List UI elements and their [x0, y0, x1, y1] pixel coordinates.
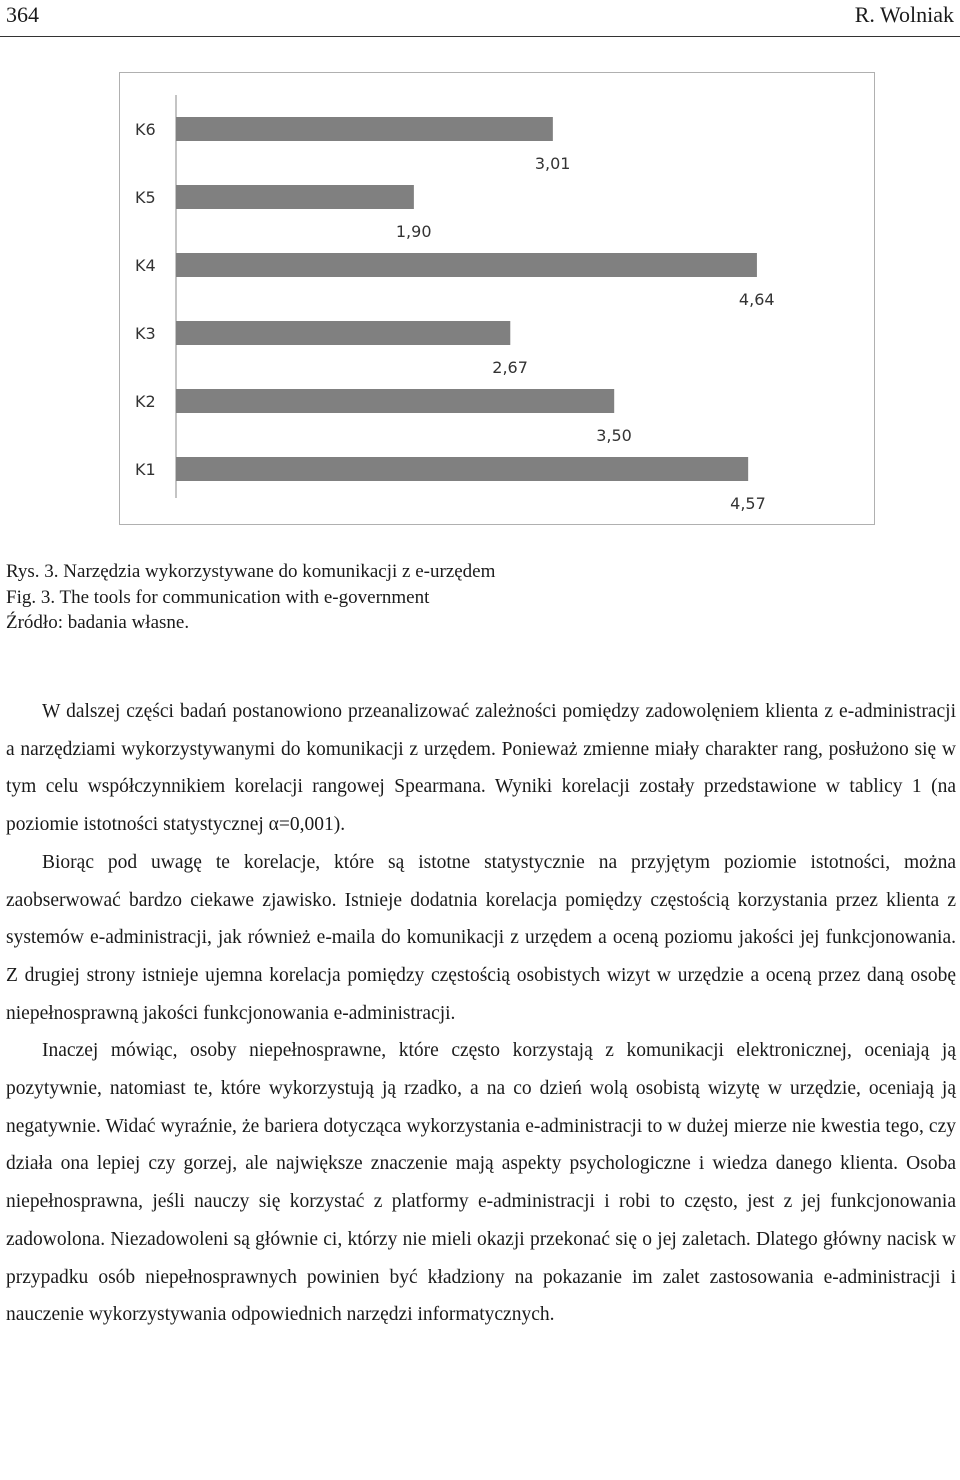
bar-chart [119, 72, 875, 525]
category-label-k4: K4 [135, 256, 156, 275]
value-label-k6: 3,01 [534, 154, 571, 173]
category-label-k1: K1 [135, 460, 156, 479]
bar-k3 [176, 321, 510, 345]
paragraph-3: Inaczej mówiąc, osoby niepełnosprawne, które często korzystają z komunikacji elektronicznej, oceniają ją pozytywnie, natomiast te, które wykorzystują ją rzadko, a na co dzień wolą osobistą wizytę w urzędzie, oceniają ją negatywnie. Widać wyraźnie, że bariera dotycząca wykorzystania e-administracji to w dużej mierze nie kwestia tego, czy działa ona lepiej czy gorzej, ale największe znaczenie mają aspekty psychologiczne i wiedza danego klienta. Osoba niepełnosprawna, jeśli nauczy się korzystać z platformy e-administracji i robi to często, jest z jej funkcjonowania zadowolona. Niezadowoleni są głównie ci, którzy nie mieli okazji przekonać się o jej zaletach. Dlatego główny nacisk w przypadku osób niepełnosprawnych powinien być kładziony na pokazanie im zalet zastosowania e-administracji i nauczenie wykorzystywania odpowiednich narzędzi informatycznych. [6, 1040, 956, 1326]
paragraph-1: W dalszej części badań postanowiono przeanalizować zależności pomiędzy zadowolęniem klienta z e-administracji a narzędziami wykorzystywanymi do komunikacji z urzędem. Ponieważ zmienne miały charakter rang, posłużono się w tym celu współczynnikiem korelacji rangowej Spearmana. Wyniki korelacji zostały przedstawione w tablicy 1 (na poziomie istotności statystycznej α=0,001). [6, 701, 956, 836]
caption-english: Fig. 3. The tools for communication with e-government [6, 586, 430, 608]
value-label-k1: 4,57 [730, 494, 766, 513]
page-header [0, 0, 960, 37]
bar-k6 [176, 117, 553, 141]
bar-k1 [176, 457, 748, 481]
category-label-k2: K2 [135, 392, 156, 411]
running-head-author: R. Wolniak [854, 2, 954, 27]
page-number: 364 [6, 2, 39, 27]
category-label-k3: K3 [135, 324, 156, 343]
caption-polish: Rys. 3. Narzędzia wykorzystywane do komunikacji z e-urzędem [6, 561, 496, 582]
value-label-k4: 4,64 [738, 290, 775, 309]
value-label-k3: 2,67 [492, 358, 528, 377]
paragraph-2: Biorąc pod uwagę te korelacje, które są istotne statystycznie na przyjętym poziomie istotności, można zaobserwować bardzo ciekawe zjawisko. Istnieje dodatnia korelacja pomiędzy częstością korzystania przez klienta z systemów e-administracji, jak również e-maila do komunikacji z urzędem a oceną poziomu jakości jej funkcjonowania. Z drugiej strony istnieje ujemna korelacja pomiędzy częstością osobistych wizyt w urzędzie a oceną przez daną osobę niepełnosprawną jakości funkcjonowania e-administracji. [6, 851, 956, 1024]
caption-source: Źródło: badania własne. [6, 612, 190, 633]
bar-k5 [176, 185, 414, 209]
figure-captions [6, 559, 495, 636]
category-label-k5: K5 [135, 188, 156, 207]
bar-k4 [176, 253, 757, 277]
category-label-k6: K6 [135, 120, 156, 139]
body-text [6, 693, 956, 1334]
value-label-k5: 1,90 [395, 222, 432, 241]
bar-chart-svg [120, 73, 876, 526]
bar-k2 [176, 389, 614, 413]
value-label-k2: 3,50 [596, 426, 632, 445]
